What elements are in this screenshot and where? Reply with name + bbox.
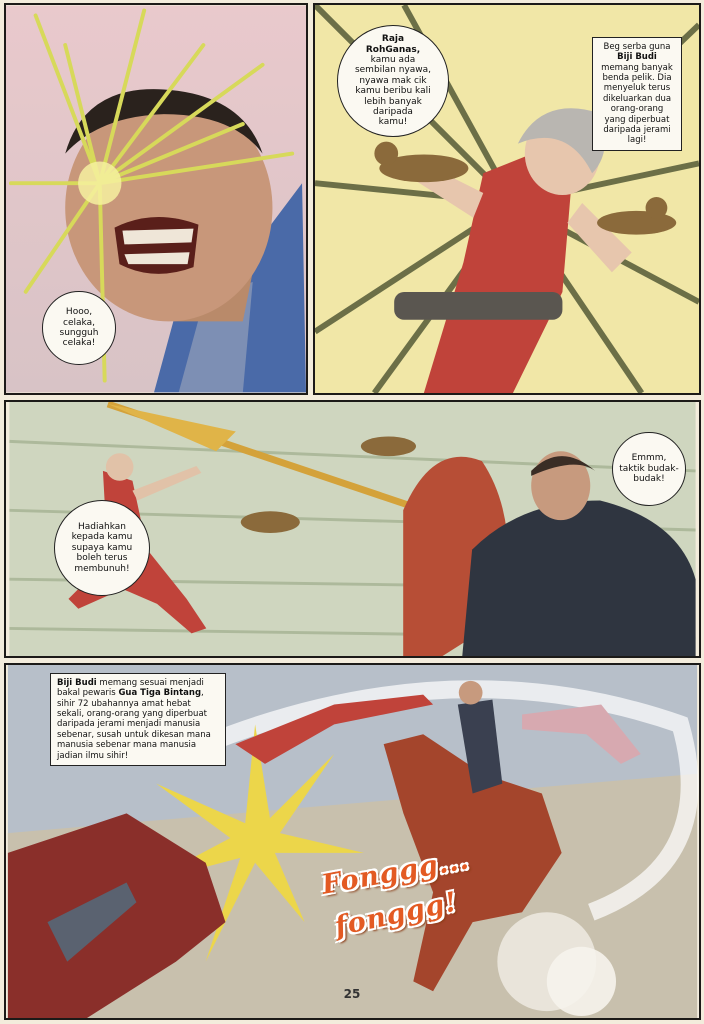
- speech-bubble-gift: Hadiahkan kepada kamu supaya kamu boleh terus membunuh!: [54, 500, 150, 596]
- panel-2: [313, 3, 701, 395]
- caption-bag-text: memang banyak benda pelik. Dia menyeluk terus dikeluarkan dua orang-orang yang diperbuat daripada jerami lagi!: [601, 62, 673, 146]
- caption-bag: [592, 37, 682, 151]
- speech-bubble-emmm: Emmm, taktik budak- budak!: [612, 432, 686, 506]
- taunt-text: kamu ada sembilan nyawa, nyawa mak cik kamu beribu kali lebih banyak daripada kamu!: [354, 55, 432, 128]
- panel-4: [4, 663, 701, 1020]
- page-number: 25: [343, 987, 361, 1001]
- panel-1: [4, 3, 308, 395]
- speech-bubble-curse: Hooo, celaka, sungguh celaka!: [42, 291, 116, 365]
- caption-bag-lead: Beg serba guna: [603, 42, 671, 52]
- caption-heir: [50, 673, 226, 766]
- taunt-name: Raja RohGanas,: [365, 34, 421, 55]
- caption-heir-name: Biji Budi: [57, 678, 97, 688]
- caption-heir-text-a: memang sesuai menjadi bakal pewaris: [57, 678, 204, 699]
- caption-heir-text-b: , sihir 72 ubahannya amat hebat sekali, orang-orang yang diperbuat daripada jerami menjadi manusia sebenar, susah untuk dikesan mana manusia sebenar mana manusia jadian ilmu sihir!: [57, 688, 211, 761]
- sfx-fonggg-1: Fonggg...: [319, 844, 472, 901]
- sfx-fonggg-2: fonggg!: [332, 886, 461, 943]
- caption-bag-name: Biji Budi: [617, 52, 657, 63]
- caption-heir-place: Gua Tiga Bintang: [118, 688, 202, 699]
- panel-3: [4, 400, 701, 658]
- speech-bubble-taunt: [337, 25, 449, 137]
